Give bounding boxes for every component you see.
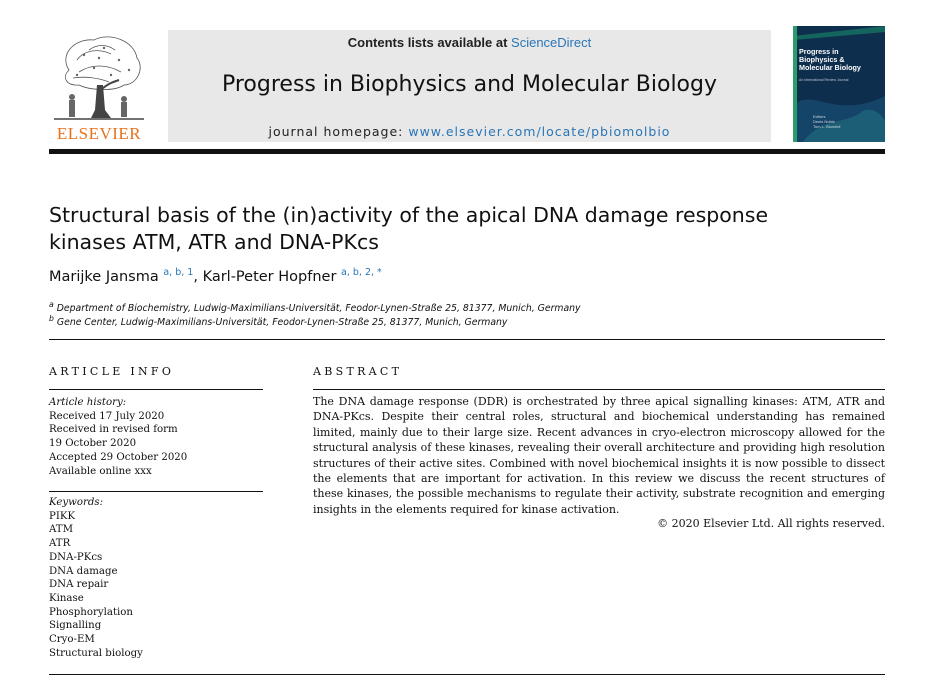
history-item: Accepted 29 October 2020 [49, 451, 188, 463]
keyword: Structural biology [49, 647, 143, 659]
cover-subtitle: An International Review Journal [799, 78, 849, 82]
keyword: DNA repair [49, 579, 109, 591]
abstract-heading: ABSTRACT [313, 365, 403, 378]
cover-editors-label: Editors [813, 114, 826, 119]
article-title [49, 202, 849, 256]
history-item: 19 October 2020 [49, 438, 137, 450]
keywords-rule [49, 491, 263, 492]
journal-cover [793, 26, 885, 142]
article-info-heading: ARTICLE INFO [49, 365, 175, 378]
contents-availability [168, 35, 771, 50]
affiliation-text: Gene Center, Ludwig-Maximilians-Universität, Feodor-Lynen-Straße 25, 81377, Munich, Germany [56, 317, 508, 329]
keyword: ATM [49, 524, 74, 536]
keyword: Phosphorylation [49, 606, 133, 618]
affiliation-mark: b [49, 314, 54, 323]
keywords-list [49, 496, 263, 660]
keyword: PIKK [49, 510, 76, 522]
author-affiliation-marks[interactable]: a, b, 2, * [341, 267, 382, 278]
history-label: Article history: [49, 397, 127, 408]
keyword: Signalling [49, 620, 102, 632]
homepage-link[interactable]: www.elsevier.com/locate/pbiomolbio [408, 124, 671, 139]
author-list [49, 267, 849, 285]
keywords-label: Keywords: [49, 497, 104, 508]
cover-title-line2: Biophysics & [799, 55, 845, 64]
cover-title-line1: Progress in [799, 47, 839, 56]
cover-editor-1: Denis Noble [813, 119, 835, 124]
journal-title: Progress in Biophysics and Molecular Biology [221, 72, 717, 97]
article-title-line2: kinases ATM, ATR and DNA-PKcs [49, 230, 379, 254]
keyword: DNA-PKcs [49, 551, 103, 563]
keyword: ATR [49, 538, 71, 550]
article-info-rule [49, 389, 263, 390]
cover-title-line3: Molecular Biology [799, 63, 861, 72]
cover-editor-2: Tom L. Blundell [813, 124, 841, 129]
article-history [49, 396, 263, 478]
header-rule [49, 149, 885, 154]
author-separator: , [193, 268, 203, 285]
keyword: Cryo-EM [49, 634, 95, 646]
journal-homepage [168, 124, 771, 139]
history-item: Received in revised form [49, 424, 178, 436]
title-rule [49, 339, 885, 340]
affiliation-a [49, 300, 849, 314]
affiliation-mark: a [49, 300, 54, 309]
article-title-line1: Structural basis of the (in)activity of the apical DNA damage response [49, 203, 769, 227]
keyword: Kinase [49, 592, 84, 604]
history-item: Received 17 July 2020 [49, 410, 165, 422]
copyright-notice: © 2020 Elsevier Ltd. All rights reserved. [657, 517, 885, 530]
keyword: DNA damage [49, 565, 118, 577]
author-affiliation-marks[interactable]: a, b, 1 [163, 267, 194, 278]
author-name[interactable]: Marijke Jansma [49, 268, 159, 285]
abstract-rule [313, 389, 885, 390]
sciencedirect-link[interactable]: ScienceDirect [511, 35, 592, 50]
affiliation-b [49, 314, 849, 328]
footer-rule [49, 674, 885, 675]
affiliation-text: Department of Biochemistry, Ludwig-Maximilians-Universität, Feodor-Lynen-Straße 25, 81377, Munich, Germany [56, 303, 581, 315]
contents-prefix: Contents lists available at [347, 35, 512, 50]
elsevier-wordmark: ELSEVIER [56, 124, 142, 143]
author-name[interactable]: Karl-Peter Hopfner [202, 268, 337, 285]
homepage-label: journal homepage: [268, 124, 409, 139]
abstract-text: The DNA damage response (DDR) is orchestrated by three apical signalling kinases: ATM, ATR and DNA-PKcs. Despite their central roles, structural and biochemical understanding has remained limited, mainly due to their large size. Recent advances in cryo-electron microscopy allowed for the structural analysis of these kinases, revealing their overall architecture and providing high resolution structures of their active sites. Combined with novel biochemical insights it is now possible to dissect the elements that are important for activation. In this review we discuss the recent structures of these kinases, the possible mechanisms to regulate their activity, substrate recognition and emerging insights in the elements required for kinase activation. [313, 395, 885, 516]
history-item: Available online xxx [49, 465, 152, 477]
